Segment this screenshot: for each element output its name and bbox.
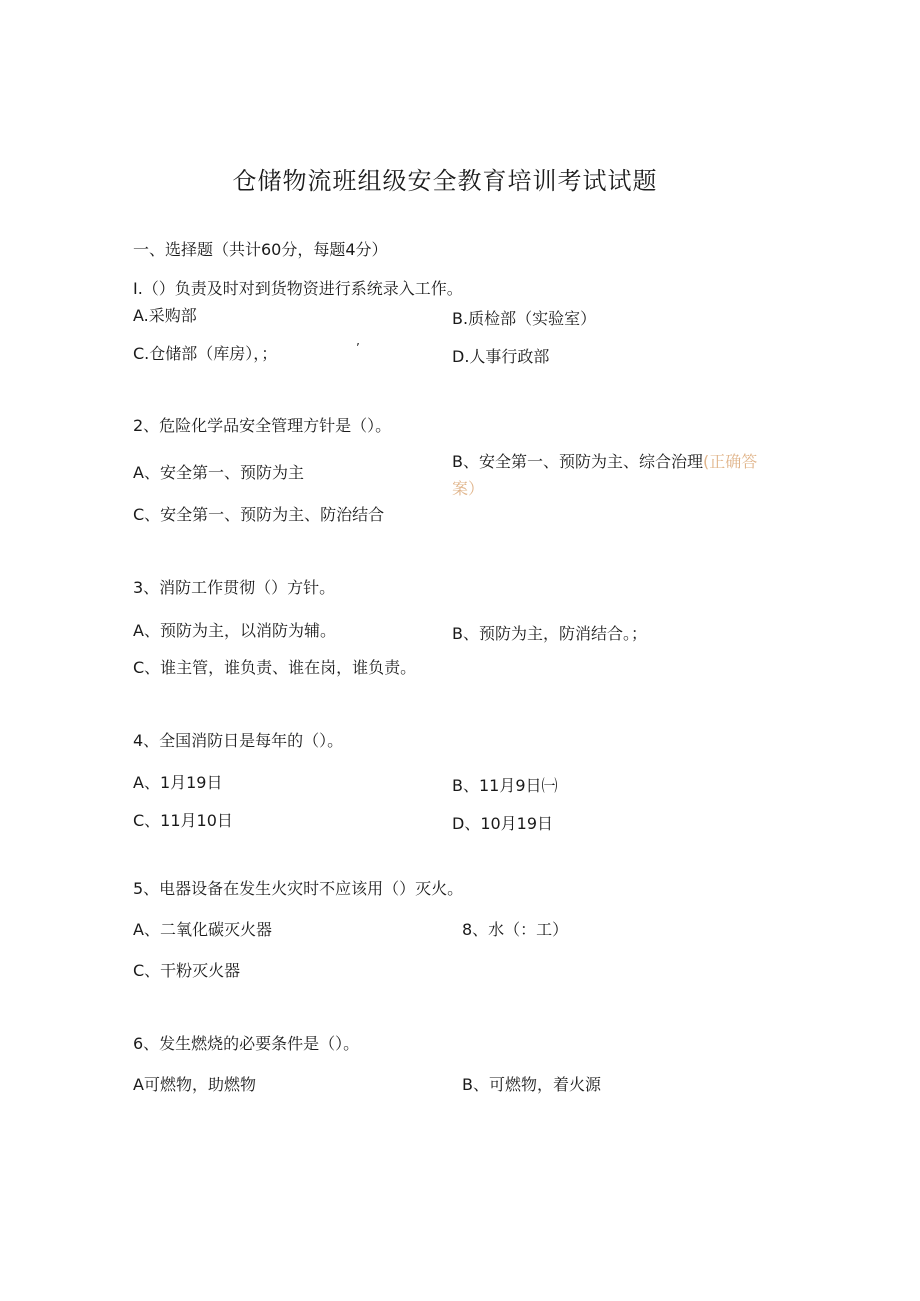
- question-6-stem: 6、发生燃烧的必要条件是（）。: [133, 1034, 360, 1053]
- question-2-option-b-text: B、安全第一、预防为主、综合治理: [452, 452, 703, 471]
- question-4-stem: 4、全国消防日是每年的（）。: [133, 731, 344, 750]
- question-2-stem: 2、危险化学品安全管理方针是（）。: [133, 416, 392, 435]
- section-heading: 一、选择题（共计60分，每题4分）: [133, 240, 388, 259]
- question-1-option-d: D.人事行政部: [452, 347, 550, 366]
- question-4-option-c: C、11月10日: [133, 811, 233, 830]
- question-2-option-c: C、安全第一、预防为主、防治结合: [133, 505, 385, 524]
- question-4-option-b: B、11月9日㈠: [452, 776, 558, 795]
- answer-note-continued: 案）: [452, 479, 485, 498]
- question-5-option-c: C、干粉灭火器: [133, 961, 241, 980]
- question-3-option-b: B、预防为主，防消结合。；: [452, 624, 647, 643]
- question-1-stem: I.（）负责及时对到货物资进行系统录入工作。: [133, 279, 463, 298]
- question-6-option-b: B、可燃物，着火源: [462, 1075, 601, 1094]
- question-2-option-a: A、安全第一、预防为主: [133, 463, 304, 482]
- question-5-stem: 5、电器设备在发生火灾时不应该用（）灭火。: [133, 879, 464, 898]
- question-3-option-a: A、预防为主，以消防为辅。: [133, 621, 336, 640]
- question-5-option-a: A、二氧化碳灭火器: [133, 920, 272, 939]
- question-5-option-b: 8、水（：工）: [462, 920, 569, 939]
- question-2-option-b: [452, 452, 757, 472]
- question-3-option-c: C、谁主管，谁负责、谁在岗，谁负责。: [133, 658, 417, 677]
- question-4-option-a: A、1月19日: [133, 773, 223, 792]
- question-3-stem: 3、消防工作贯彻（）方针。: [133, 578, 336, 597]
- question-1-option-a: A.采购部: [133, 306, 197, 325]
- question-4-option-d: D、10月19日: [452, 814, 554, 833]
- question-1-option-b: B.质检部（实验室）: [452, 309, 597, 328]
- answer-note: (正确答: [702, 452, 758, 471]
- question-6-option-a: A可燃物，助燃物: [133, 1075, 256, 1094]
- question-1-stray-mark: ’: [356, 341, 360, 355]
- question-1-option-c: C.仓储部（库房），；: [133, 344, 278, 363]
- page-title: 仓储物流班组级安全教育培训考试试题: [232, 167, 658, 195]
